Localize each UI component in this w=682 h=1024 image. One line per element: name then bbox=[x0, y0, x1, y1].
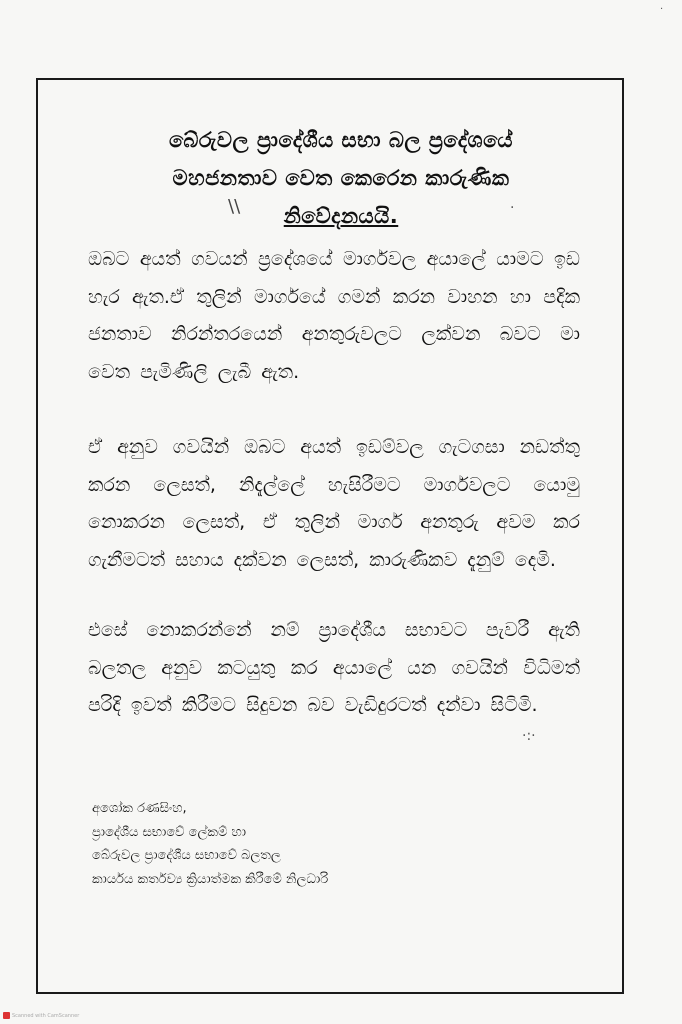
signatory-title-1: ප්‍රාදේශීය සභාවේ ලේකම් හා bbox=[92, 824, 246, 840]
notice-paragraph-1: ඔබට අයත් ගවයන් ප්‍රදේශයේ මාර්ගවල අයාලේ යාමට ඉඩ හැර ඇත.ඒ තුලින් මාර්ගයේ ගමන් කරන වාහන හා පදික ජනතාව නිරන්තරයෙන් අනතුරුවලට ලක්වන බවට මා වෙත පැමිණිලි ලැබී ඇත. bbox=[88, 248, 580, 383]
signatory-title-2: බේරුවල ප්‍රාදේශීය සභාවේ බලතල bbox=[92, 848, 281, 863]
ink-speck: · bbox=[660, 4, 664, 15]
signatory-title-3: කාර්යය කර්තව්‍ය ක්‍රියාත්මක කිරීමේ නිලධාරි bbox=[92, 871, 329, 887]
camscanner-icon bbox=[3, 1012, 10, 1019]
pen-mark: \\ bbox=[228, 196, 241, 217]
notice-paragraph-3: එසේ නොකරන්නේ නම් ප්‍රාදේශීය සභාවට පැවරී ඇති බලතල අනුව කටයුතු කර අයාලේ යන ගවයින් විධිමත් පරිදි ඉවත් කිරීමට සිදුවන බව වැඩිදුරටත් දන්වා සිටිමි. bbox=[88, 619, 580, 716]
scanner-watermark-text: Scanned with CamScanner bbox=[12, 1012, 80, 1019]
notice-paragraph-2: ඒ අනුව ගවයින් ඔබට අයත් ඉඩම්වල ගැටගසා නඩත්තු කරන ලෙසත්, නිදැල්ලේ හැසිරීමට මාර්ගවලට යොමු නොකරන ලෙසත්, ඒ තුලින් මාර්ග අනතුරු අවම කර ගැනීමටත් සහාය දක්වන ලෙසත්, කාරුණිකව දැනුම් දෙමි. bbox=[88, 436, 580, 571]
signature-block bbox=[92, 797, 328, 891]
notice-title-line-1: බේරුවල ප්‍රාදේශීය සභා බල ප්‍රදේශයේ bbox=[169, 128, 513, 152]
scanner-watermark bbox=[3, 1012, 79, 1019]
ink-speck: ·:· bbox=[522, 728, 536, 744]
notice-title-underlined: නිවේදනයයි. bbox=[283, 204, 399, 228]
notice-title-line-3 bbox=[0, 204, 682, 229]
notice-title-line-2: මහජනතාව වෙත කෙරෙන කාරුණික bbox=[172, 166, 510, 190]
ink-speck: · bbox=[510, 200, 515, 216]
signatory-name: අශෝක රණසිංහ, bbox=[92, 801, 187, 816]
